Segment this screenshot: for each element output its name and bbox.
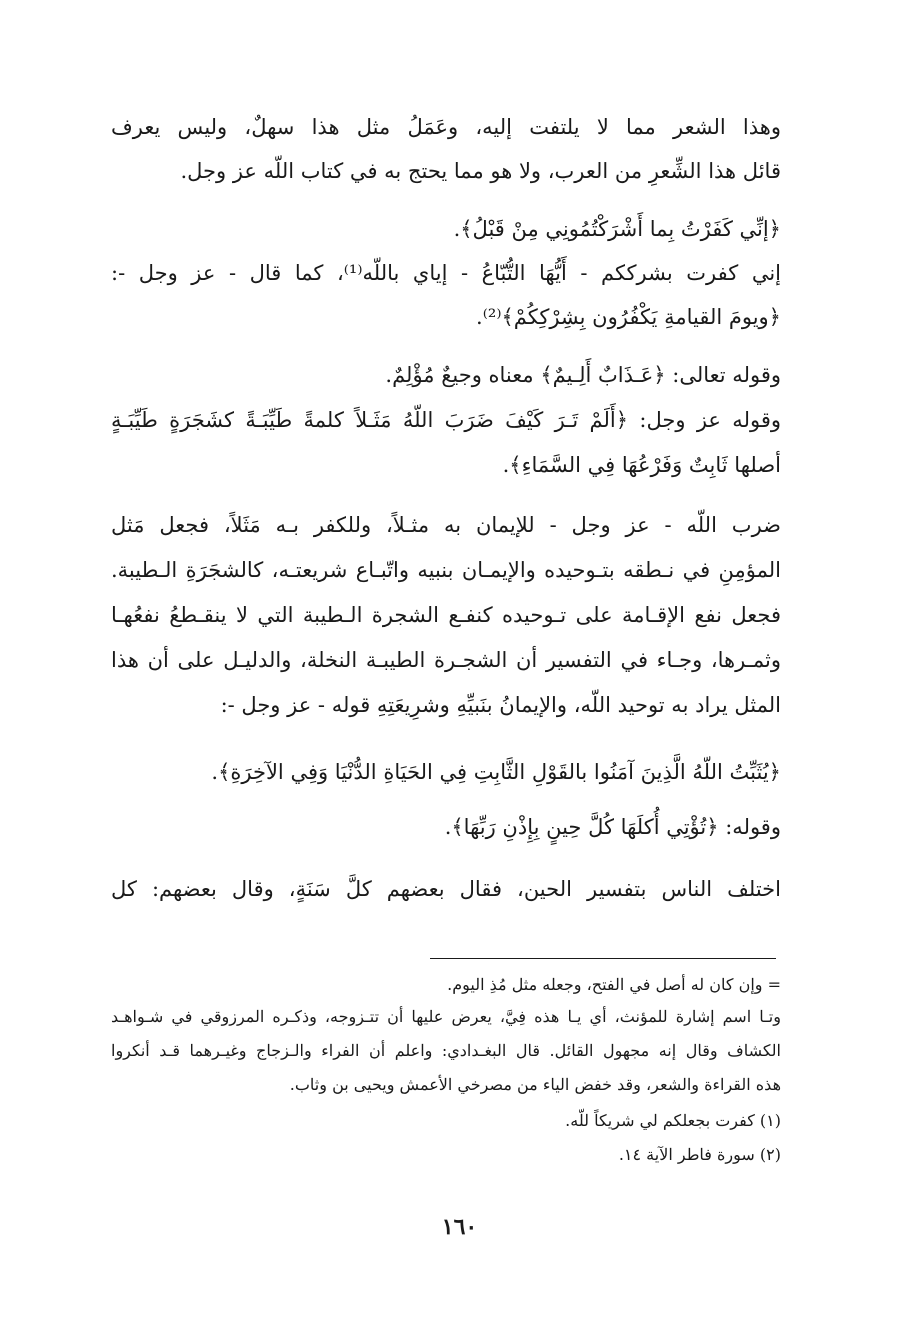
body-line-1: وهذا الشعر مما لا يلتفت إليه، وعَمَلُ مثل هذا سهلٌ، وليس يعرف [111,115,781,139]
body-line-13: المثل يراد به توحيد اللّه، والإيمانُ بنَبيِّهِ وشرِيعَتِهِ قوله - عز وجل -: [220,693,781,717]
body-line-4: إني كفرت بشرككم - أَيُّهَا التُّبّاعُ - إياي باللّه⁽¹⁾، كما قال - عز وجل -: [111,261,781,285]
body-line-8: أصلها ثَابِتٌ وَفَرْعُهَا فِي السَّمَاءِ﴾. [502,453,781,477]
page-number: ١٦٠ [441,1214,478,1240]
footnote-1: (١) كفرت بجعلكم لي شريكاً للّه. [565,1111,781,1130]
body-line-2: قائل هذا الشِّعرِ من العرب، ولا هو مما يحتج به في كتاب اللّه عز وجل. [180,159,781,183]
body-line-7: وقوله عز وجل: ﴿أَلَمْ تَـرَ كَيْفَ ضَرَبَ اللّهُ مَثَـلاً كلمةً طَيِّبَـةً كشَجَرَةٍ طَيِّبَـةٍ [111,408,781,432]
body-line-9: ضرب اللّه - عز وجل - للإيمان به مثـلاً، وللكفر بـه مَثَلاً، فجعل مَثل [111,513,781,537]
footnote-line-2: وتـا اسم إشارة للمؤنث، أي يـا هذه فِيَّ، يعرض عليها أن تتـزوجه، وذكـره المرزوقي في شـواهـد [111,1007,781,1026]
body-line-12: وثمـرها، وجـاء في التفسير أن الشجـرة الطيبـة النخلة، والدليـل على أن هذا [111,648,781,672]
body-line-11: فجعل نفع الإقـامة على تـوحيده كنفـع الشجرة الـطيبة التي لا ينقـطعُ نفعُهـا [111,603,781,627]
quran-verse-4: وقوله: ﴿تُؤْتِي أُكلَهَا كُلَّ حِينٍ بِإِذْنِ رَبِّهَا﴾. [444,815,781,839]
footnote-line-4: هذه القراءة والشعر، وقد خفض الياء من مصرخي الأعمش ويحيى بن وثاب. [289,1075,781,1094]
quran-verse-3: ﴿يُثَبِّتُ اللّهُ الَّذِينَ آمَنُوا بالقَوْلِ الثَّابِتِ فِي الحَيَاةِ الدُّنْيَا وَفِي الآخِرَةِ﴾. [211,760,781,784]
body-line-10: المؤمِنِ في نـطقه بتـوحيده والإيمـان بنبيه واتّبـاع شريعتـه، كالشجَرَةِ الـطيبة. [111,558,781,582]
quran-verse-1: ﴿إنِّي كَفَرْتُ بِما أَشْرَكْتُمُونِي مِنْ قَبْلُ﴾. [453,217,781,241]
footnote-separator [430,958,776,959]
quran-verse-2: ﴿ويومَ القيامةِ يَكْفُرُون بِشِرْكِكُمْ﴾⁽²⁾. [476,305,781,329]
footnote-2: (٢) سورة فاطر الآية ١٤. [618,1145,781,1164]
footnote-line-1: = وإن كان له أصل في الفتح، وجعله مثل مُذِ اليوم. [447,975,781,994]
body-line-16: اختلف الناس بتفسير الحين، فقال بعضهم كلَّ سَنَةٍ، وقال بعضهم: كل [111,877,781,901]
body-line-6: وقوله تعالى: ﴿عَـذَابٌ أَلِـيمٌ﴾ معناه وجيعٌ مُؤْلِمٌ. [385,363,781,387]
footnote-line-3: الكشاف وقال إنه مجهول القائل. قال البغـدادي: واعلم أن الفراء والـزجاج وغيـرهما قـد أنكروا [111,1041,782,1060]
